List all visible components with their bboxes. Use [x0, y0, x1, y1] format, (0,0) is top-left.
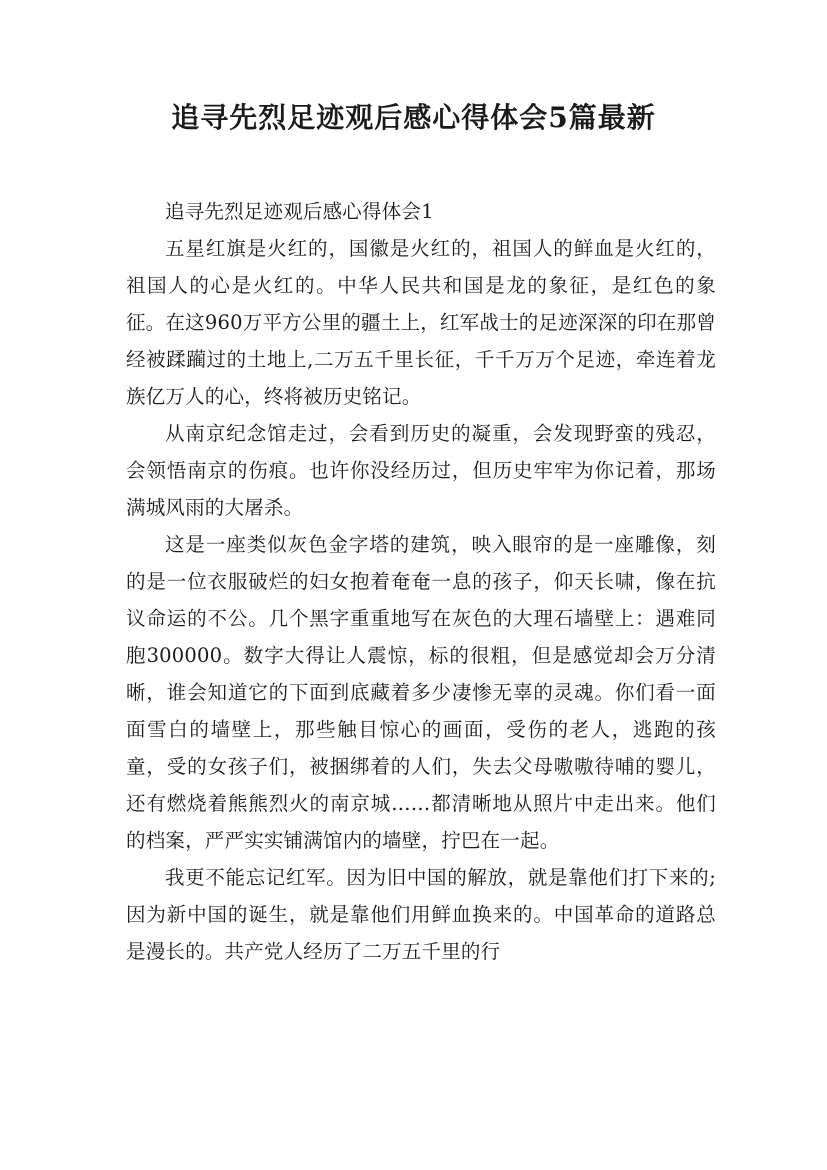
document-body [126, 193, 716, 970]
section-heading: 追寻先烈足迹观后感心得体会1 [165, 200, 434, 223]
document-title: 追寻先烈足迹观后感心得体会5篇最新 [171, 101, 656, 134]
paragraph: 从南京纪念馆走过，会看到历史的凝重，会发现野蛮的残忍，会领悟南京的伤痕。也许你没经历过，但历史牢牢为你记着，那场满城风雨的大屠杀。 [126, 422, 716, 519]
paragraph: 五星红旗是火红的，国徽是火红的，祖国人的鲜血是火红的，祖国人的心是火红的。中华人民共和国是龙的象征，是红色的象征。在这960万平方公里的疆土上，红军战士的足迹深深的印在那曾经被蹂躏过的土地上,二万五千里长征，千千万万个足迹，牵连着龙族亿万人的心，终将被历史铭记。 [126, 237, 716, 408]
paragraph: 我更不能忘记红军。因为旧中国的解放，就是靠他们打下来的;因为新中国的诞生，就是靠他们用鲜血换来的。中国革命的道路总是漫长的。共产党人经历了二万五千里的行 [126, 866, 716, 963]
paragraph: 这是一座类似灰色金字塔的建筑，映入眼帘的是一座雕像，刻的是一位衣服破烂的妇女抱着奄奄一息的孩子，仰天长啸，像在抗议命运的不公。几个黑字重重地写在灰色的大理石墙壁上：遇难同胞300000。数字大得让人震惊，标的很粗，但是感觉却会万分清晰，谁会知道它的下面到底藏着多少凄惨无辜的灵魂。你们看一面面雪白的墙壁上，那些触目惊心的画面，受伤的老人，逃跑的孩童，受的女孩子们，被捆绑着的人们，失去父母嗷嗷待哺的婴儿，还有燃烧着熊熊烈火的南京城……都清晰地从照片中走出来。他们的档案，严严实实铺满馆内的墙壁，拧巴在一起。 [126, 533, 716, 852]
